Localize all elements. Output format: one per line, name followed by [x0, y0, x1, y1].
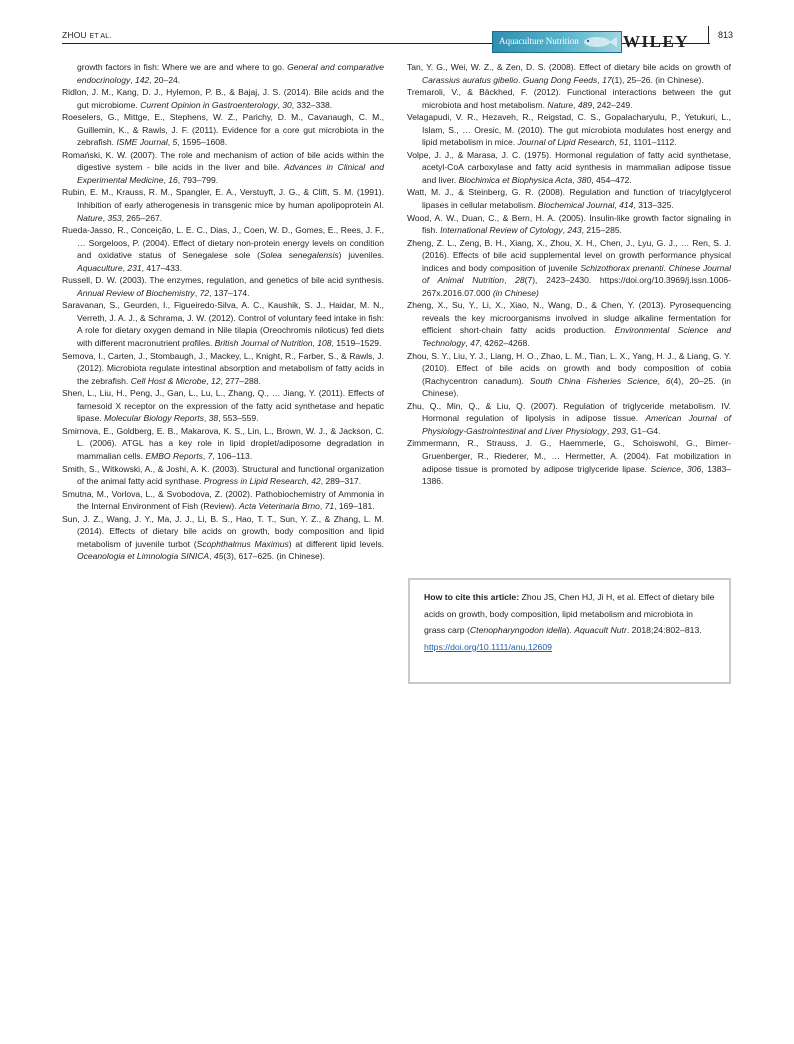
reference-text: Wood, A. W., Duan, C., & Bern, H. A. (2005). Insulin-like growth factor signaling in fish. — [407, 212, 731, 236]
reference-text: , — [657, 375, 666, 386]
reference-italic-text: Oceanologia et Limnologia SINICA — [77, 551, 210, 562]
reference-italic-text: Annual Review of Biochemistry — [77, 287, 195, 298]
reference-entry — [62, 149, 384, 187]
reference-entry — [407, 111, 731, 149]
reference-italic-text: American Journal of Physiology-Gastrointestinal and Liver Physiology — [422, 413, 731, 436]
cite-species: Ctenopharyngodon idella — [469, 625, 567, 636]
reference-text: Zheng, Z. L., Zeng, B. H., Xiang, X., Zhou, X. H., Chen, J., Lyu, G. J., … Ren, S. J. (2016). Effects of bile acid supplemental level on growth performance physical indices and body composition of juvenile — [407, 237, 731, 273]
reference-text: Smirnova, E., Goldberg, E. B., Makarova, K. S., Lin, L., Brown, W. J., & Jackson, C. L. (2006). ATGL has a key role in lipid droplet/adiposome degradation in mammalian cells. — [62, 425, 384, 461]
reference-text: Rueda-Jasso, R., Conceição, L. E. C., Dias, J., Coen, W. D., Gomes, E., Rees, J. F., … Sorgeloos, P. (2004). Effect of dietary non-protein energy levels on condition and oxidative status of Senegalese sole ( — [62, 225, 384, 261]
reference-entry — [62, 463, 384, 488]
reference-entry — [62, 513, 384, 563]
running-head — [62, 30, 112, 40]
reference-entry — [407, 350, 731, 400]
reference-entry — [407, 86, 731, 111]
reference-italic-text: 47 — [470, 338, 480, 349]
reference-italic-text: Solea senegalensis — [259, 250, 339, 261]
reference-entry — [62, 299, 384, 349]
reference-text: , 4262–4268. — [479, 338, 530, 349]
publisher-logo: WILEY — [623, 32, 690, 51]
reference-text: Saravanan, S., Geurden, I., Figueiredo-Silva, A. C., Kaushik, S. J., Haidar, M. N., Verreth, J. A. J., & Schrama, J. W. (2012). Control of voluntary feed intake in fish: A role for dietary oxygen demand in Nile tilapia (Oreochromis niloticus) fed diets with different macronutrient profiles. — [62, 300, 384, 349]
reference-text: , — [562, 225, 568, 236]
reference-entry — [407, 186, 731, 211]
reference-text: Zheng, X., Su, Y., Li, X., Xiao, N., Wang, D., & Chen, Y. (2013). Pyrosequencing reveals the key microorganisms involved in sludge alkaline fermentation for efficient short-chain fatty acids production. — [407, 300, 731, 336]
reference-text: , 793–799. — [177, 174, 219, 185]
reference-text: , — [102, 212, 108, 223]
reference-entry — [407, 299, 731, 349]
reference-italic-text: Cell Host & Microbe — [130, 375, 207, 386]
reference-text: , 332–338. — [291, 99, 333, 110]
reference-italic-text: 45 — [213, 551, 224, 562]
reference-italic-text: 28 — [515, 275, 525, 286]
reference-italic-text: British Journal of Nutrition — [214, 338, 313, 349]
reference-italic-text: 380 — [577, 174, 592, 185]
reference-italic-text: 71 — [324, 501, 335, 512]
reference-italic-text: Progress in Lipid Research — [203, 476, 307, 487]
reference-text: Sun, J. Z., Wang, J. Y., Ma, J. J., Li, B. S., Hao, T. T., Sun, Y. Z., & Zhang, L. M. (2014). Effects of dietary bile acids on growth, body composition and lipid metabolism of juvenile turbot ( — [62, 513, 384, 549]
reference-italic-text: Aquaculture — [77, 262, 123, 273]
reference-text: , 277–288. — [220, 375, 261, 386]
cite-tail: . 2018;24:802–813. — [626, 625, 702, 636]
reference-italic-text: 7 — [207, 450, 213, 461]
reference-text: , 1383–1386. — [422, 463, 731, 487]
reference-entry — [62, 488, 384, 513]
reference-text: (7), 2423–2430. https://doi.org/10.3969/j.issn.1006-267x.2016.07.000 — [422, 275, 732, 298]
reference-text: , — [465, 338, 471, 349]
reference-text: , — [206, 375, 211, 386]
reference-text: , 553–559. — [218, 413, 259, 424]
reference-entry — [407, 212, 731, 237]
reference-text: Velagapudi, V. R., Hezaveh, R., Reigstad, C. S., Gopalacharyulu, P., Yetukuri, L., Islam, S., … Oresic, M. (2010). The gut microbiota modulates host energy and lipid metabolism in mice. — [407, 112, 731, 148]
reference-entry — [62, 350, 384, 388]
reference-text: Zhu, Q., Min, Q., & Liu, Q. (2007). Regulation of triglyceride metabolism. IV. Hormonal regulation of lipolysis in adipose tissue. — [407, 400, 731, 424]
reference-text: , — [573, 99, 578, 110]
reference-text: , — [614, 137, 620, 148]
reference-text: (3), 617–625. (in Chinese). — [223, 551, 326, 562]
reference-text: , — [306, 476, 312, 487]
reference-italic-text: 6 — [665, 375, 671, 386]
reference-italic-text: Acta Veterinaria Brno — [238, 501, 320, 512]
reference-italic-text: Science — [650, 463, 681, 474]
reference-text: , — [277, 99, 283, 110]
reference-text: , — [312, 338, 318, 349]
reference-text: , 106–113. — [212, 450, 253, 461]
reference-entry — [62, 425, 384, 463]
reference-text: , 289–317. — [320, 476, 362, 487]
reference-italic-text: South China Fisheries Science — [529, 375, 658, 386]
reference-entry — [62, 387, 384, 425]
reference-entry — [407, 237, 731, 300]
reference-text: , — [194, 287, 200, 298]
running-head-etal: ET AL. — [89, 33, 112, 40]
reference-italic-text: International Review of Cytology — [440, 225, 563, 236]
reference-italic-text: Advances in Clinical and Experimental Medicine — [77, 162, 385, 185]
reference-text: , G1–G4. — [625, 425, 661, 436]
reference-italic-text: Environmental Science and Technology — [422, 325, 731, 349]
reference-entry — [62, 224, 384, 274]
reference-italic-text: Journal of Lipid Research — [517, 137, 615, 148]
reference-italic-text: 293 — [611, 425, 626, 436]
reference-text: Roeselers, G., Mittge, E., Stephens, W. Z., Parichy, D. M., Cavanaugh, C. M., Guillemin, K., & Rawls, J. F. (2011). Evidence for a core gut microbiota in the zebrafish. — [62, 112, 384, 148]
reference-text: , 265–267. — [121, 212, 163, 223]
cite-heading: How to cite this article: — [424, 592, 520, 602]
reference-text: , 454–472. — [591, 174, 632, 185]
references-left-column — [62, 61, 384, 563]
reference-text: ) at different lipid levels. — [288, 538, 384, 549]
reference-text: (1), 25–26. (in Chinese). — [611, 74, 704, 85]
reference-text: Shen, L., Liu, H., Peng, J., Gan, L., Lu, L., Zhang, Q., … Jiang, Y. (2011). Effects of farnesoid X receptor on the expression of the fatty acid synthetase and hepatic lipase. — [62, 388, 384, 424]
reference-italic-text: Current Opinion in Gastroenterology — [140, 99, 278, 110]
reference-text: , — [606, 425, 612, 436]
reference-italic-text: 30 — [282, 99, 292, 110]
cite-text-after: ). — [566, 625, 575, 636]
reference-italic-text: 142 — [134, 74, 150, 85]
reference-entry — [62, 111, 384, 149]
reference-entry — [62, 186, 384, 224]
reference-italic-text: (in Chinese) — [492, 287, 539, 298]
reference-italic-text: 16 — [168, 174, 178, 185]
reference-text: , 137–174. — [209, 287, 250, 298]
reference-italic-text: General and comparative endocrinology — [77, 62, 384, 85]
cite-journal: Aquacult Nutr — [574, 625, 627, 636]
reference-italic-text: Schizothorax prenanti — [580, 262, 664, 273]
reference-text: , — [597, 74, 603, 85]
reference-text: Zhou, S. Y., Liu, Y. J., Liang, H. O., Zhao, L. M., Tian, L. X., Yang, H. J., & Liang, G. Y. (2010). Effect of bile acids on growth and body composition of cobia (Rachycentron canadum). — [407, 350, 731, 386]
reference-text: , — [209, 551, 214, 562]
reference-entry — [62, 274, 384, 299]
reference-text: , — [167, 137, 173, 148]
reference-italic-text: Carassius auratus gibelio — [422, 74, 518, 85]
reference-entry — [62, 61, 384, 86]
reference-italic-text: Molecular Biology Reports — [104, 413, 204, 424]
reference-text: , — [319, 501, 325, 512]
reference-italic-text: 489 — [577, 99, 593, 110]
reference-italic-text: 353 — [107, 212, 122, 223]
reference-italic-text: Biochemical Journal — [537, 200, 615, 211]
reference-italic-text: Biochimica et Biophysica Acta — [458, 174, 573, 185]
reference-italic-text: Scophthalmus Maximus — [196, 538, 289, 549]
reference-text: , — [572, 174, 578, 185]
reference-italic-text: 51 — [619, 137, 629, 148]
reference-text: , — [614, 200, 620, 211]
reference-text: Smith, S., Witkowski, A., & Joshi, A. K. (2003). Structural and functional organization of the animal fatty acid synthase. — [62, 463, 384, 487]
reference-italic-text: ISME Journal — [116, 137, 168, 148]
reference-text: , 20–24. — [149, 74, 181, 85]
reference-entry — [62, 86, 384, 111]
reference-text: , 242–249. — [592, 99, 633, 110]
reference-italic-text: 5 — [172, 137, 178, 148]
journal-badge — [492, 31, 622, 53]
reference-italic-text: 231 — [127, 262, 142, 273]
reference-italic-text: Chinese Journal of Animal Nutrition — [422, 262, 732, 286]
reference-text: Zimmermann, R., Strauss, J. G., Haemmerle, G., Schoiswohl, G., Birner-Gruenberger, R., Riederer, M., … Hermetter, A. (2004). Fat mobilization in adipose tissue is promoted by adipose triglyceride lipase. — [407, 438, 731, 474]
reference-text: Russell, D. W. (2003). The enzymes, regulation, and genetics of bile acid synthesis. — [62, 275, 384, 286]
reference-italic-text: 243 — [567, 225, 582, 236]
reference-entry — [407, 437, 731, 487]
reference-text: , — [504, 275, 516, 286]
reference-text: ) juveniles. — [338, 250, 384, 261]
reference-text: . — [517, 74, 523, 85]
reference-text: , 215–285. — [581, 225, 623, 236]
references-right-column — [407, 61, 731, 488]
doi-link[interactable]: https://doi.org/10.1111/anu.12609 — [424, 641, 552, 652]
reference-entry — [407, 400, 731, 438]
reference-text: Ridlon, J. M., Kang, D. J., Hylemon, P. B., & Bajaj, J. S. (2014). Bile acids and the gut microbiome. — [62, 87, 384, 110]
reference-italic-text: EMBO Reports — [145, 450, 203, 461]
page-number-divider — [708, 26, 709, 44]
reference-text: , — [122, 262, 128, 273]
reference-italic-text: 12 — [210, 375, 221, 386]
reference-text: , — [202, 450, 208, 461]
reference-italic-text: Nature — [77, 212, 103, 223]
reference-italic-text: 108 — [317, 338, 332, 349]
reference-entry — [407, 61, 731, 86]
how-to-cite-box — [408, 578, 731, 684]
reference-italic-text: Nature — [547, 99, 574, 110]
reference-text: Tan, Y. G., Wei, W. Z., & Zen, D. S. (2008). Effect of dietary bile acids on growth of — [407, 62, 731, 72]
reference-text: , — [163, 174, 169, 185]
reference-text: , — [680, 463, 687, 474]
reference-text: Tremaroli, V., & Bäckhed, F. (2012). Functional interactions between the gut microbiota and host metabolism. — [407, 87, 731, 110]
reference-text: , 169–181. — [334, 501, 375, 512]
cite-text: Zhou JS, Chen HJ, Ji H, et al. Effect of dietary bile acids on growth, body composition, lipid metabolism and microbiota in grass carp ( — [424, 592, 715, 636]
reference-text: Semova, I., Carten, J., Stombaugh, J., Mackey, L., Knight, R., Farber, S., & Rawls, J. (2012). Microbiota regulate intestinal absorption and metabolism of fatty acids in the zebrafish. — [62, 350, 384, 386]
reference-text: Romański, K. W. (2007). The role and mechanism of action of bile acids within the digestive system - bile acids in the liver and bile. — [62, 149, 384, 173]
running-head-author: ZHOU — [62, 30, 87, 40]
reference-italic-text: 42 — [311, 476, 321, 487]
reference-text: , 1519–1529. — [331, 338, 382, 349]
reference-text: , 1595–1608. — [177, 137, 228, 148]
reference-text: Smutna, M., Vorlova, L., & Svobodova, Z. (2002). Pathobiochemistry of Ammonia in the Internal Environment of Fish (Review). — [62, 488, 384, 512]
reference-text: Watt, M. J., & Steinberg, G. R. (2008). Regulation and function of triacylglycerol lipases in cellular metabolism. — [407, 187, 731, 211]
reference-text: , — [130, 74, 135, 85]
reference-text: , 313–325. — [633, 200, 674, 211]
reference-text: Volpe, J. J., & Marasa, J. C. (1975). Hormonal regulation of fatty acid synthetase, acetyl-CoA carboxylase and fatty acid synthesis in mammalian adipose tissue and liver. — [407, 149, 731, 185]
page-number: 813 — [718, 30, 734, 40]
reference-italic-text: 72 — [199, 287, 210, 298]
reference-text: Rubin, E. M., Krauss, R. M., Spangler, E. A., Verstuyft, J. G., & Clift, S. M. (1991). Inhibition of early atherogenesis in transgenic mice by human apolipoprotein AI. — [62, 187, 384, 211]
reference-entry — [407, 149, 731, 187]
reference-text: , 417–433. — [141, 262, 183, 273]
reference-text: , — [203, 413, 209, 424]
journal-badge-text: Aquaculture Nutrition — [499, 36, 579, 46]
page-header — [0, 0, 794, 60]
reference-text: , 1101–1112. — [628, 137, 677, 148]
reference-italic-text: 414 — [619, 200, 634, 211]
reference-italic-text: 38 — [208, 413, 219, 424]
fish-icon — [579, 34, 619, 53]
reference-text: (4), 20–25. (in Chinese). — [422, 375, 732, 399]
reference-italic-text: Guang Dong Feeds — [522, 74, 598, 85]
reference-italic-text: 17 — [602, 74, 612, 85]
reference-italic-text: 306 — [686, 463, 702, 474]
reference-text: growth factors in fish: Where we are and where to go. — [77, 62, 288, 72]
reference-text: . — [663, 262, 669, 273]
